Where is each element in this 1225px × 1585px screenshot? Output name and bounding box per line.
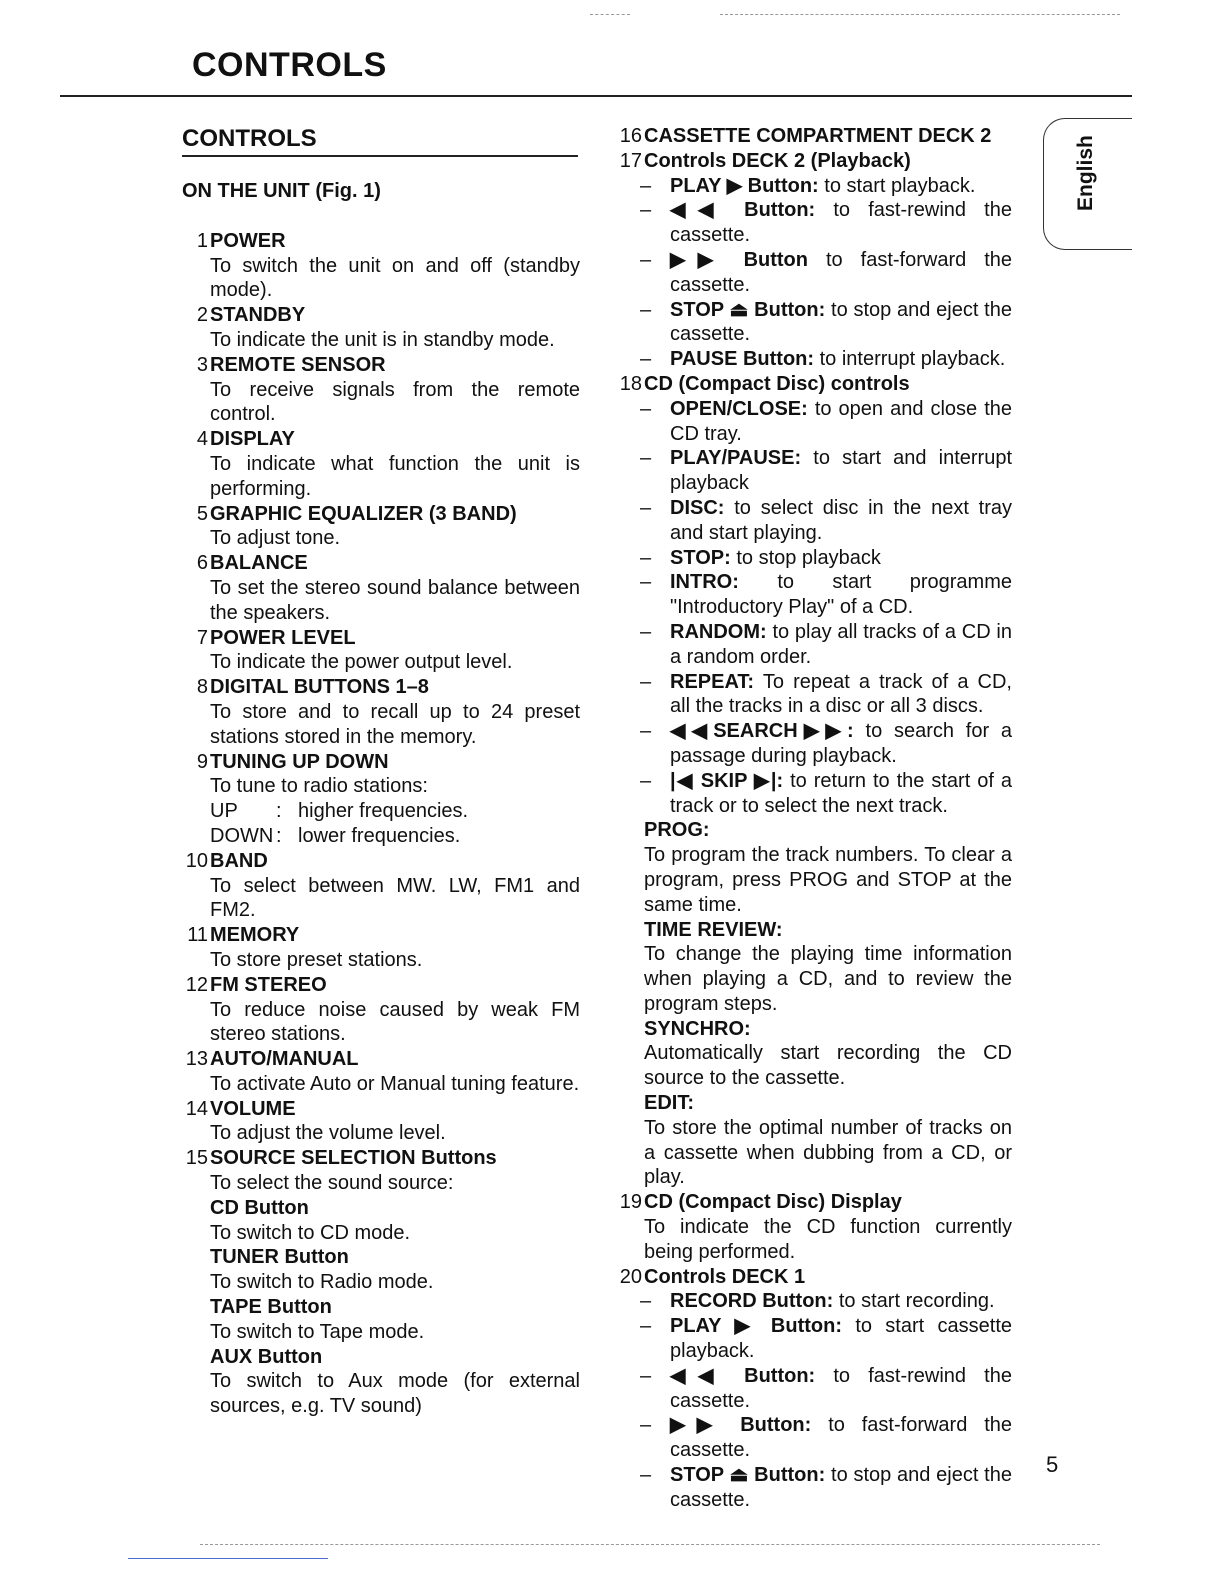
list-item	[612, 149, 1012, 174]
tuning-key: UP	[210, 800, 238, 823]
item-title: POWER	[210, 229, 286, 252]
item-description: To activate Auto or Manual tuning feature.	[210, 1072, 580, 1095]
cd-extra-description: To program the track numbers. To clear a program, press PROG and STOP at the same time.	[644, 844, 1012, 916]
control-description: to stop and eject the cassette.	[670, 298, 1012, 346]
item-title: Controls DECK 1	[644, 1265, 806, 1288]
cd-extra-label: SYNCHRO:	[644, 1017, 751, 1040]
item-description: To switch the unit on and off (standby mode).	[210, 254, 580, 302]
control-entry: – RANDOM: to play all tracks of a CD in a random order.	[640, 620, 1012, 668]
control-entry: – STOP ⏏ Button: to stop and eject the cassette.	[640, 1464, 1012, 1511]
language-tab-label: English	[1074, 135, 1097, 211]
item-title: BAND	[210, 849, 268, 872]
page-number: 5	[1046, 1452, 1059, 1477]
item-title: REMOTE SENSOR	[210, 353, 386, 376]
item-title: CD (Compact Disc) Display	[644, 1191, 902, 1214]
control-label: ▶▶ Button:	[670, 1414, 812, 1437]
control-description: to search for a passage during playback.	[670, 720, 1013, 767]
item-title: DIGITAL BUTTONS 1–8	[210, 676, 429, 699]
list-item	[178, 427, 580, 452]
item-number: 8	[196, 676, 208, 699]
item-title: Controls DECK 2 (Playback)	[644, 149, 911, 172]
source-description: To switch to Aux mode (for external sources, e.g. TV sound)	[210, 1370, 580, 1418]
control-label: RANDOM:	[670, 620, 767, 643]
item-number: 18	[619, 372, 642, 395]
control-description: to fast-rewind the cassette.	[670, 1364, 1012, 1412]
item-description: To reduce noise caused by weak FM stereo stations.	[210, 998, 580, 1046]
item-number: 14	[185, 1097, 208, 1120]
list-item	[178, 973, 580, 998]
cd-extra-label: PROG:	[644, 819, 710, 842]
item-title: BALANCE	[210, 552, 308, 575]
control-label: ◀◀SEARCH▶▶:	[670, 720, 854, 743]
item-description: To indicate the power output level.	[210, 651, 513, 674]
list-item	[178, 675, 580, 700]
control-entry: – ◀◀ Button: to fast-rewind the cassette.	[640, 199, 1012, 247]
source-label: TAPE Button	[210, 1296, 332, 1319]
control-label: STOP ⏏ Button:	[670, 298, 826, 321]
scan-artifact	[200, 1544, 1100, 1545]
item-number: 3	[196, 353, 208, 376]
control-label: PLAY ▶ Button:	[670, 1315, 842, 1338]
cd-extra-description: To change the playing time information when playing a CD, and to review the program steps.	[644, 943, 1012, 1015]
control-description: to start programme "Introductory Play" of a CD.	[670, 571, 1012, 619]
control-description: to start cassette playback.	[670, 1315, 1012, 1363]
control-label: PAUSE Button:	[670, 348, 815, 371]
item-description: To select the sound source:	[210, 1172, 454, 1195]
tuning-row	[178, 799, 580, 824]
item-number: 20	[619, 1265, 642, 1288]
item-title: GRAPHIC EQUALIZER (3 BAND)	[210, 502, 517, 525]
item-number: 13	[185, 1048, 208, 1071]
control-entry: – ▶▶ Button: to fast-forward the cassette.	[640, 1414, 1012, 1462]
sub-heading: ON THE UNIT (Fig. 1)	[182, 180, 381, 202]
tuning-key: DOWN	[210, 824, 274, 847]
item-title: CD (Compact Disc) controls	[644, 372, 910, 395]
control-entry: – PLAY/PAUSE: to start and interrupt playback	[640, 447, 1013, 495]
item-number: 16	[619, 125, 642, 147]
cd-extra-label: TIME REVIEW:	[644, 918, 783, 941]
control-entry: – PLAY ▶ Button: to start cassette playback.	[640, 1315, 1012, 1363]
control-description: to fast-rewind the cassette.	[670, 199, 1012, 247]
item-number: 4	[196, 428, 208, 451]
item-description: To store preset stations.	[210, 948, 423, 971]
left-column	[178, 124, 580, 1419]
item-description: To store and to recall up to 24 preset stations stored in the memory.	[210, 700, 580, 748]
source-label: TUNER Button	[210, 1246, 349, 1269]
language-tab	[1043, 118, 1132, 250]
list-item	[178, 849, 580, 874]
control-label: INTRO:	[670, 571, 739, 594]
top-divider	[60, 95, 1132, 97]
right-column	[612, 124, 1012, 1513]
tuning-value: higher frequencies.	[298, 800, 469, 823]
control-description: To repeat a track of a CD, all the tracks in a disc or all 3 discs.	[670, 670, 1012, 718]
list-item	[178, 229, 580, 254]
section-heading: CONTROLS	[182, 124, 578, 157]
item-title: AUTO/MANUAL	[210, 1048, 359, 1071]
page-title: CONTROLS	[192, 46, 387, 84]
control-entry: – DISC: to select disc in the next tray and start playing.	[640, 496, 1012, 544]
item-number: 11	[187, 924, 208, 947]
item-number: 19	[619, 1191, 642, 1214]
list-item	[178, 353, 580, 378]
control-entry: – REPEAT: To repeat a track of a CD, all the tracks in a disc or all 3 discs.	[640, 670, 1012, 718]
control-description: to fast-forward the cassette.	[670, 1414, 1012, 1462]
item-description: To select between MW. LW, FM1 and FM2.	[210, 874, 580, 922]
item-number: 9	[196, 750, 208, 773]
item-title: CASSETTE COMPARTMENT DECK 2	[644, 125, 992, 147]
item-title: SOURCE SELECTION Buttons	[210, 1147, 497, 1170]
list-item	[178, 502, 580, 527]
item-number: 6	[196, 552, 208, 575]
list-item	[178, 1047, 580, 1072]
item-description: To indicate what function the unit is performing.	[210, 452, 580, 500]
control-label: ◀◀ Button:	[670, 1364, 816, 1387]
item-description: To receive signals from the remote control.	[210, 378, 580, 426]
tuning-value: lower frequencies.	[298, 824, 461, 847]
item-number: 17	[619, 149, 642, 172]
tuning-sep: :	[276, 824, 282, 847]
source-description: To switch to Tape mode.	[210, 1320, 425, 1343]
control-description: to interrupt playback.	[819, 348, 1006, 371]
item-description: To indicate the CD function currently being performed.	[644, 1216, 1012, 1263]
control-label: DISC:	[670, 496, 725, 519]
control-description: to stop and eject the cassette.	[670, 1464, 1012, 1511]
list-item	[178, 626, 580, 651]
list-item	[178, 923, 580, 948]
item-description: To indicate the unit is in standby mode.	[210, 328, 555, 351]
scan-artifact	[590, 14, 630, 15]
control-description: to stop playback	[736, 546, 881, 569]
control-label: ◀◀ Button:	[670, 199, 816, 222]
item-title: MEMORY	[210, 924, 300, 947]
list-item	[178, 303, 580, 328]
control-entry: – ◀◀SEARCH▶▶: to search for a passage during playback.	[640, 720, 1013, 767]
list-item	[178, 1097, 580, 1122]
control-description: to return to the start of a track or to select the next track.	[670, 769, 1012, 817]
source-label: CD Button	[210, 1196, 309, 1219]
item-title: TUNING UP DOWN	[210, 750, 389, 773]
item-number: 12	[185, 973, 208, 996]
item-title: POWER LEVEL	[210, 626, 356, 649]
list-item	[178, 551, 580, 576]
control-label: PLAY ▶ Button:	[670, 174, 819, 197]
source-description: To switch to Radio mode.	[210, 1271, 434, 1294]
control-entry: – STOP: to stop playback	[640, 546, 881, 569]
source-description: To switch to CD mode.	[210, 1221, 411, 1244]
control-label: PLAY/PAUSE:	[670, 447, 802, 470]
list-item	[612, 1265, 1012, 1290]
item-number: 2	[196, 304, 208, 327]
control-label: ▶▶ Button	[670, 248, 808, 271]
control-label: REPEAT:	[670, 670, 755, 693]
list-item	[178, 750, 580, 775]
tuning-row	[178, 824, 580, 849]
control-description: to play all tracks of a CD in a random order.	[670, 620, 1012, 668]
control-entry: – STOP ⏏ Button: to stop and eject the cassette.	[640, 298, 1012, 346]
control-description: to start and interrupt playback	[670, 447, 1013, 495]
item-description: To set the stereo sound balance between the speakers.	[210, 576, 580, 624]
list-item	[612, 1190, 1012, 1215]
scan-artifact	[720, 14, 1120, 15]
item-description: To tune to radio stations:	[210, 775, 428, 798]
tuning-sep: :	[276, 800, 282, 823]
control-label: STOP:	[670, 546, 731, 569]
source-label: AUX Button	[210, 1345, 323, 1368]
list-item	[178, 1146, 580, 1171]
item-title: DISPLAY	[210, 428, 295, 451]
control-description: to open and close the CD tray.	[670, 397, 1013, 445]
control-entry: – ◀◀ Button: to fast-rewind the cassette.	[640, 1364, 1012, 1412]
control-label: |◀ SKIP ▶|:	[670, 769, 784, 792]
item-number: 10	[185, 849, 208, 872]
control-entry: – PLAY ▶ Button: to start playback.	[640, 174, 976, 197]
control-label: RECORD Button:	[670, 1290, 834, 1313]
item-number: 1	[196, 229, 208, 252]
scan-artifact	[128, 1558, 328, 1559]
control-description: to fast-forward the cassette.	[670, 248, 1013, 296]
control-entry: – RECORD Button: to start recording.	[640, 1290, 995, 1313]
control-description: to start playback.	[824, 174, 976, 197]
control-entry: – PAUSE Button: to interrupt playback.	[640, 348, 1006, 371]
control-entry: – OPEN/CLOSE: to open and close the CD tray.	[640, 397, 1013, 445]
item-description: To adjust the volume level.	[210, 1122, 446, 1145]
list-item	[612, 124, 1012, 149]
item-title: VOLUME	[210, 1097, 296, 1120]
list-item	[612, 372, 1012, 397]
item-number: 15	[185, 1147, 208, 1170]
control-label: OPEN/CLOSE:	[670, 397, 808, 420]
control-description: to select disc in the next tray and start playing.	[670, 496, 1012, 544]
cd-extra-description: To store the optimal number of tracks on a cassette when dubbing from a CD, or play.	[644, 1116, 1012, 1189]
item-number: 7	[196, 626, 208, 649]
control-entry: – ▶▶ Button to fast-forward the cassette.	[640, 248, 1013, 296]
item-title: FM STEREO	[210, 973, 327, 996]
control-entry: – |◀ SKIP ▶|: to return to the start of a track or to select the next track.	[640, 769, 1012, 817]
control-description: to start recording.	[838, 1290, 995, 1313]
item-description: To adjust tone.	[210, 527, 341, 550]
cd-extra-description: Automatically start recording the CD source to the cassette.	[644, 1042, 1012, 1090]
item-title: STANDBY	[210, 304, 306, 327]
item-number: 5	[196, 502, 208, 525]
control-label: STOP ⏏ Button:	[670, 1464, 826, 1487]
cd-extra-label: EDIT:	[644, 1092, 694, 1115]
control-entry: – INTRO: to start programme "Introductory Play" of a CD.	[640, 571, 1012, 619]
